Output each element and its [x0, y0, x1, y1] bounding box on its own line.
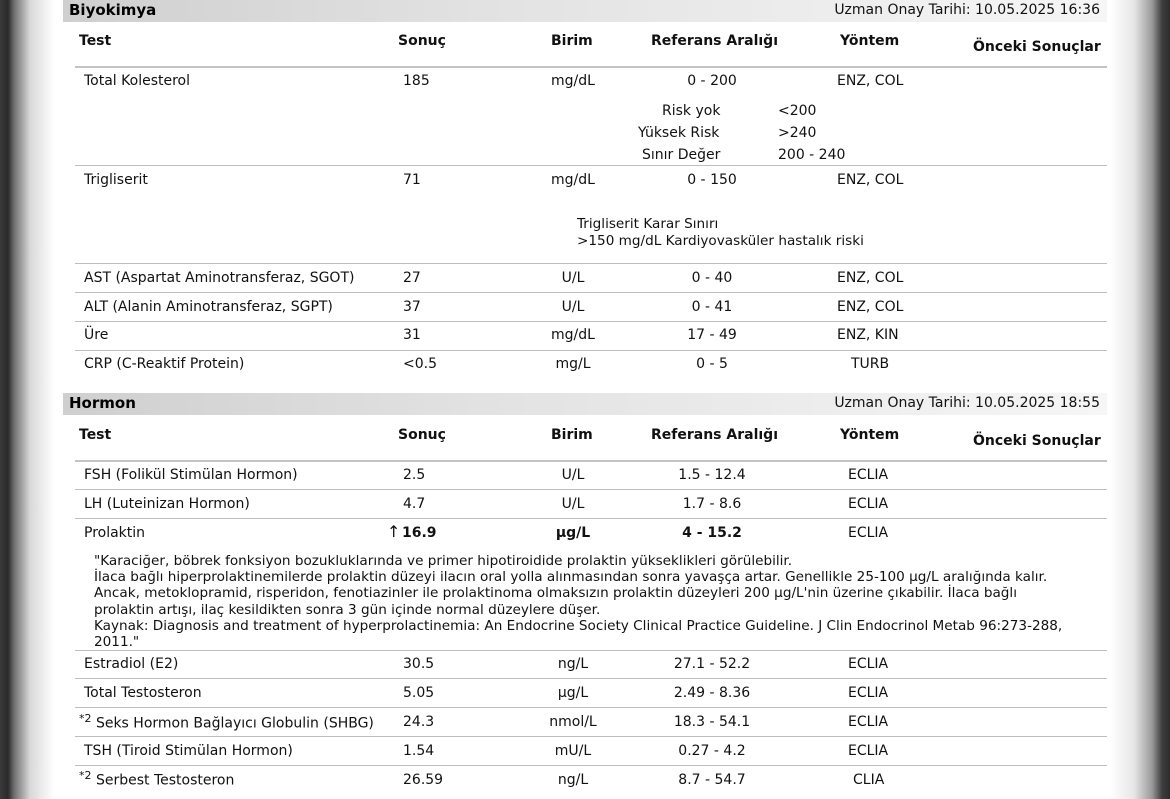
right-shadow-frame — [1110, 0, 1170, 799]
col-result: Sonuç — [398, 33, 446, 49]
test-method: ECLIA — [848, 685, 889, 701]
test-reference: 17 - 49 — [687, 327, 737, 343]
test-result: 71 — [403, 172, 421, 188]
test-name-text: Serbest Testosteron — [95, 772, 235, 789]
test-method: ECLIA — [848, 656, 889, 672]
test-result: 1.54 — [403, 743, 435, 759]
test-unit: mg/L — [555, 356, 591, 372]
test-name: Total Testosteron — [84, 685, 202, 701]
test-name: Üre — [84, 327, 109, 343]
test-unit: µg/L — [555, 525, 591, 541]
col-previous: Önceki Sonuçlar — [973, 39, 1101, 55]
col-method: Yöntem — [840, 33, 900, 49]
test-unit: ng/L — [557, 656, 589, 672]
test-result: 31 — [403, 327, 421, 343]
header-divider — [75, 460, 1107, 462]
test-name: CRP (C-Reaktif Protein) — [84, 356, 245, 372]
test-result: 37 — [403, 299, 421, 315]
test-unit: U/L — [561, 496, 585, 512]
test-name: AST (Aspartat Aminotransferaz, SGOT) — [84, 270, 355, 286]
test-reference: 0 - 200 — [687, 73, 737, 89]
test-name: Total Kolesterol — [84, 73, 190, 89]
note-line: Ancak, metoklopramid, risperidon, fenotiazinler ile prolaktinoma olmaksızın prolaktin düzeyleri 200 µg/L'nin üzerine çıkabilir. İlaca bağlı — [94, 585, 1017, 602]
note-line: >150 mg/dL Kardiyovasküler hastalık riski — [577, 233, 864, 249]
hormon-section-header — [63, 393, 1107, 415]
row-divider — [75, 350, 1107, 351]
row-divider — [75, 292, 1107, 293]
test-name: TSH (Tiroid Stimülan Hormon) — [84, 743, 293, 759]
row-divider — [75, 736, 1107, 737]
test-reference: 0 - 150 — [687, 172, 737, 188]
col-result: Sonuç — [398, 427, 446, 443]
row-divider — [75, 165, 1107, 166]
test-method: ECLIA — [848, 525, 889, 541]
test-name: FSH (Folikül Stimülan Hormon) — [84, 467, 298, 483]
test-reference: 0.27 - 4.2 — [678, 743, 746, 759]
test-method: ENZ, COL — [837, 299, 904, 315]
test-unit: mg/dL — [551, 73, 595, 89]
test-method: ENZ, COL — [837, 73, 904, 89]
footnote-marker: *2 — [79, 712, 92, 725]
test-method: ENZ, COL — [837, 270, 904, 286]
test-method: ECLIA — [848, 496, 889, 512]
row-divider — [75, 489, 1107, 490]
test-unit: mg/dL — [551, 327, 595, 343]
hormon-approval-date: Uzman Onay Tarihi: 10.05.2025 18:55 — [834, 395, 1100, 411]
biyokimya-title: Biyokimya — [69, 1, 157, 19]
risk-value: 200 - 240 — [778, 147, 846, 163]
test-method: ECLIA — [848, 467, 889, 483]
test-method: ECLIA — [848, 743, 889, 759]
test-name: ALT (Alanin Aminotransferaz, SGPT) — [84, 299, 333, 315]
row-divider — [75, 650, 1107, 651]
test-reference: 8.7 - 54.7 — [678, 772, 746, 788]
note-line: "Karaciğer, böbrek fonksiyon bozukluklarında ve primer hipotiroidide prolaktin yükseklikleri görülebilir. — [94, 553, 793, 569]
test-name: Trigliserit — [84, 172, 148, 188]
risk-label: Yüksek Risk — [638, 125, 720, 141]
biyokimya-section-header — [63, 0, 1107, 22]
row-divider — [75, 678, 1107, 679]
row-divider — [75, 263, 1107, 264]
test-name — [79, 769, 234, 789]
test-reference: 2.49 - 8.36 — [673, 685, 751, 701]
col-previous: Önceki Sonuçlar — [973, 433, 1101, 449]
row-divider — [75, 765, 1107, 766]
test-unit: ng/L — [557, 772, 589, 788]
col-test: Test — [79, 427, 112, 443]
prolactin-note — [94, 553, 1084, 650]
col-unit: Birim — [551, 427, 593, 443]
risk-label: Risk yok — [662, 103, 721, 119]
row-divider — [75, 518, 1107, 519]
test-name: Prolaktin — [84, 525, 146, 541]
test-unit: U/L — [561, 467, 585, 483]
biyokimya-approval-date: Uzman Onay Tarihi: 10.05.2025 16:36 — [834, 2, 1100, 18]
test-unit: U/L — [561, 270, 585, 286]
test-unit: mU/L — [554, 743, 592, 759]
note-line: İlaca bağlı hiperprolaktinemilerde prolaktin düzeyi ilacın oral yolla alınmasından sonra yavaşça artar. Genellikle 25-100 µg/L aralığında kalır. — [94, 569, 1048, 586]
row-divider — [75, 707, 1107, 708]
test-name-text: Seks Hormon Bağlayıcı Globulin (SHBG) — [95, 715, 374, 732]
test-reference: 1.5 - 12.4 — [678, 467, 746, 483]
test-unit: mg/dL — [551, 172, 595, 188]
col-test: Test — [79, 33, 112, 49]
test-reference: 0 - 5 — [696, 356, 728, 372]
test-unit: nmol/L — [549, 714, 597, 730]
left-shadow-frame — [0, 0, 55, 799]
test-name: Estradiol (E2) — [84, 656, 179, 672]
test-result: <0.5 — [403, 356, 437, 372]
footnote-marker: *2 — [79, 769, 92, 782]
test-result: 4.7 — [403, 496, 426, 512]
test-name — [79, 712, 374, 732]
hormon-title: Hormon — [69, 394, 136, 412]
test-method: ENZ, KIN — [837, 327, 899, 343]
test-result: 185 — [403, 73, 430, 89]
risk-value: <200 — [778, 103, 817, 119]
risk-label: Sınır Değer — [642, 147, 721, 163]
test-result: 26.59 — [403, 772, 444, 788]
test-method: ECLIA — [848, 714, 889, 730]
test-method: CLIA — [853, 772, 885, 788]
note-line: prolaktin artışı, ilaç kesildikten sonra 3 gün içinde normal düzeylere düşer. — [94, 601, 601, 618]
test-reference: 0 - 41 — [691, 299, 733, 315]
test-result: 24.3 — [403, 714, 435, 730]
col-unit: Birim — [551, 33, 593, 49]
test-reference: 27.1 - 52.2 — [673, 656, 751, 672]
col-reference: Referans Aralığı — [651, 33, 778, 49]
test-result: 30.5 — [403, 656, 435, 672]
test-result: 16.9 — [402, 525, 437, 541]
test-unit: U/L — [561, 299, 585, 315]
risk-value: >240 — [778, 125, 817, 141]
test-method: ENZ, COL — [837, 172, 904, 188]
header-divider — [75, 66, 1107, 68]
test-method: TURB — [851, 356, 890, 372]
test-result: 5.05 — [403, 685, 435, 701]
test-reference: 0 - 40 — [691, 270, 733, 286]
test-reference: 4 - 15.2 — [682, 525, 742, 541]
col-reference: Referans Aralığı — [651, 427, 778, 443]
test-reference: 1.7 - 8.6 — [682, 496, 742, 512]
note-line: Kaynak: Diagnosis and treatment of hyperprolactinemia: An Endocrine Society Clinical Practice Guideline. J Clin Endocrinol Metab 96:273-288, — [94, 617, 1063, 634]
note-line: Trigliserit Karar Sınırı — [577, 216, 719, 232]
test-name: LH (Luteinizan Hormon) — [84, 496, 250, 512]
note-line: 2011." — [94, 634, 140, 651]
test-reference: 18.3 - 54.1 — [673, 714, 751, 730]
test-unit: µg/L — [557, 685, 589, 701]
test-result: 2.5 — [403, 467, 426, 483]
row-divider — [75, 321, 1107, 322]
col-method: Yöntem — [840, 427, 900, 443]
test-result: 27 — [403, 270, 421, 286]
high-flag-arrow-icon: ↑ — [387, 522, 401, 541]
